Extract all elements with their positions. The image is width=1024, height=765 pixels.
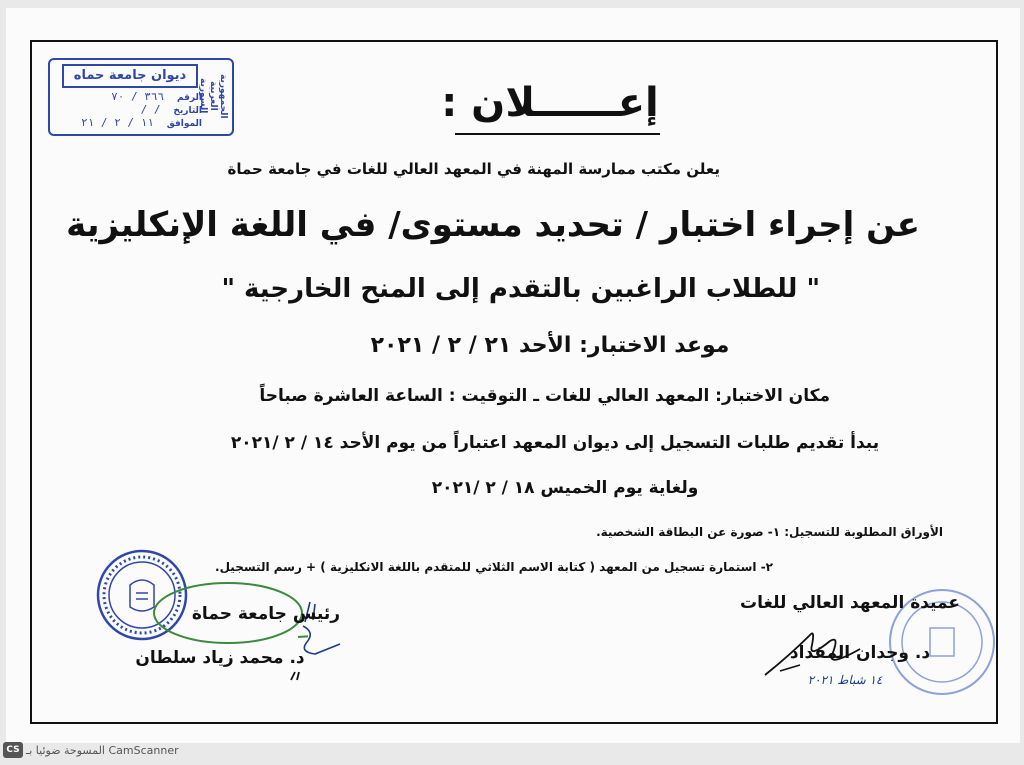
camscanner-logo-icon: CS [3, 742, 23, 758]
requirements-line-1: الأوراق المطلوبة للتسجيل: ١- صورة عن البطاقة الشخصية. [596, 525, 943, 539]
stamp-date-row [56, 103, 202, 116]
stamp-header: ديوان جامعة حماه [62, 64, 198, 88]
president-name: د. محمد زياد سلطان [135, 648, 305, 668]
camscanner-watermark: المسوحة ضوئيا بـ CamScanner [26, 744, 179, 757]
title-underline [455, 133, 660, 135]
stamp-side-label: الجمهورية العربية السورية [198, 73, 228, 119]
stamp-corresponding-value: ١١ / ٢ / ٢١ [81, 116, 154, 129]
dean-title: عميدة المعهد العالي للغات [740, 593, 960, 613]
announcement-subject: عن إجراء اختبار / تحديد مستوى/ في اللغة الإنكليزية [66, 205, 920, 245]
registration-start: يبدأ تقديم طلبات التسجيل إلى ديوان المعهد اعتباراً من يوم الأحد ١٤ / ٢ /٢٠٢١ [230, 433, 880, 453]
stamp-date-value: / / [140, 103, 161, 116]
dean-handwritten-date: ١٤ شباط ٢٠٢١ [807, 673, 883, 687]
registration-end: ولغاية يوم الخميس ١٨ / ٢ /٢٠٢١ [431, 478, 699, 498]
stamp-number-value: ٣٦٦ / ٧٠ [111, 90, 165, 103]
stamp-number-row [56, 90, 202, 103]
stamp-date-label: التاريخ [173, 106, 202, 116]
registry-stamp [48, 58, 234, 136]
stamp-corresponding-row [56, 116, 202, 129]
announcement-intro: يعلن مكتب ممارسة المهنة في المعهد العالي للغات في جامعة حماة [227, 160, 720, 178]
announcement-audience: " للطلاب الراغبين بالتقدم إلى المنح الخارجية " [221, 274, 820, 304]
dean-name: د. وجدان المقداد [789, 643, 931, 663]
exam-location-time: مكان الاختبار: المعهد العالي للغات ـ التوقيت : الساعة العاشرة صباحاً [259, 386, 830, 406]
president-title: رئيس جامعة حماة [191, 604, 340, 624]
announcement-title: إعــــــلان : [441, 80, 659, 126]
requirements-line-2: ٢- استمارة تسجيل من المعهد ( كتابة الاسم الثلاثي للمتقدم باللغة الانكليزية ) + رسم التسجيل. [215, 560, 773, 574]
stamp-corresponding-label: الموافق [166, 119, 202, 129]
stamp-number-label: الرقم [176, 93, 202, 103]
exam-date: موعد الاختبار: الأحد ٢١ / ٢ / ٢٠٢١ [370, 333, 730, 358]
